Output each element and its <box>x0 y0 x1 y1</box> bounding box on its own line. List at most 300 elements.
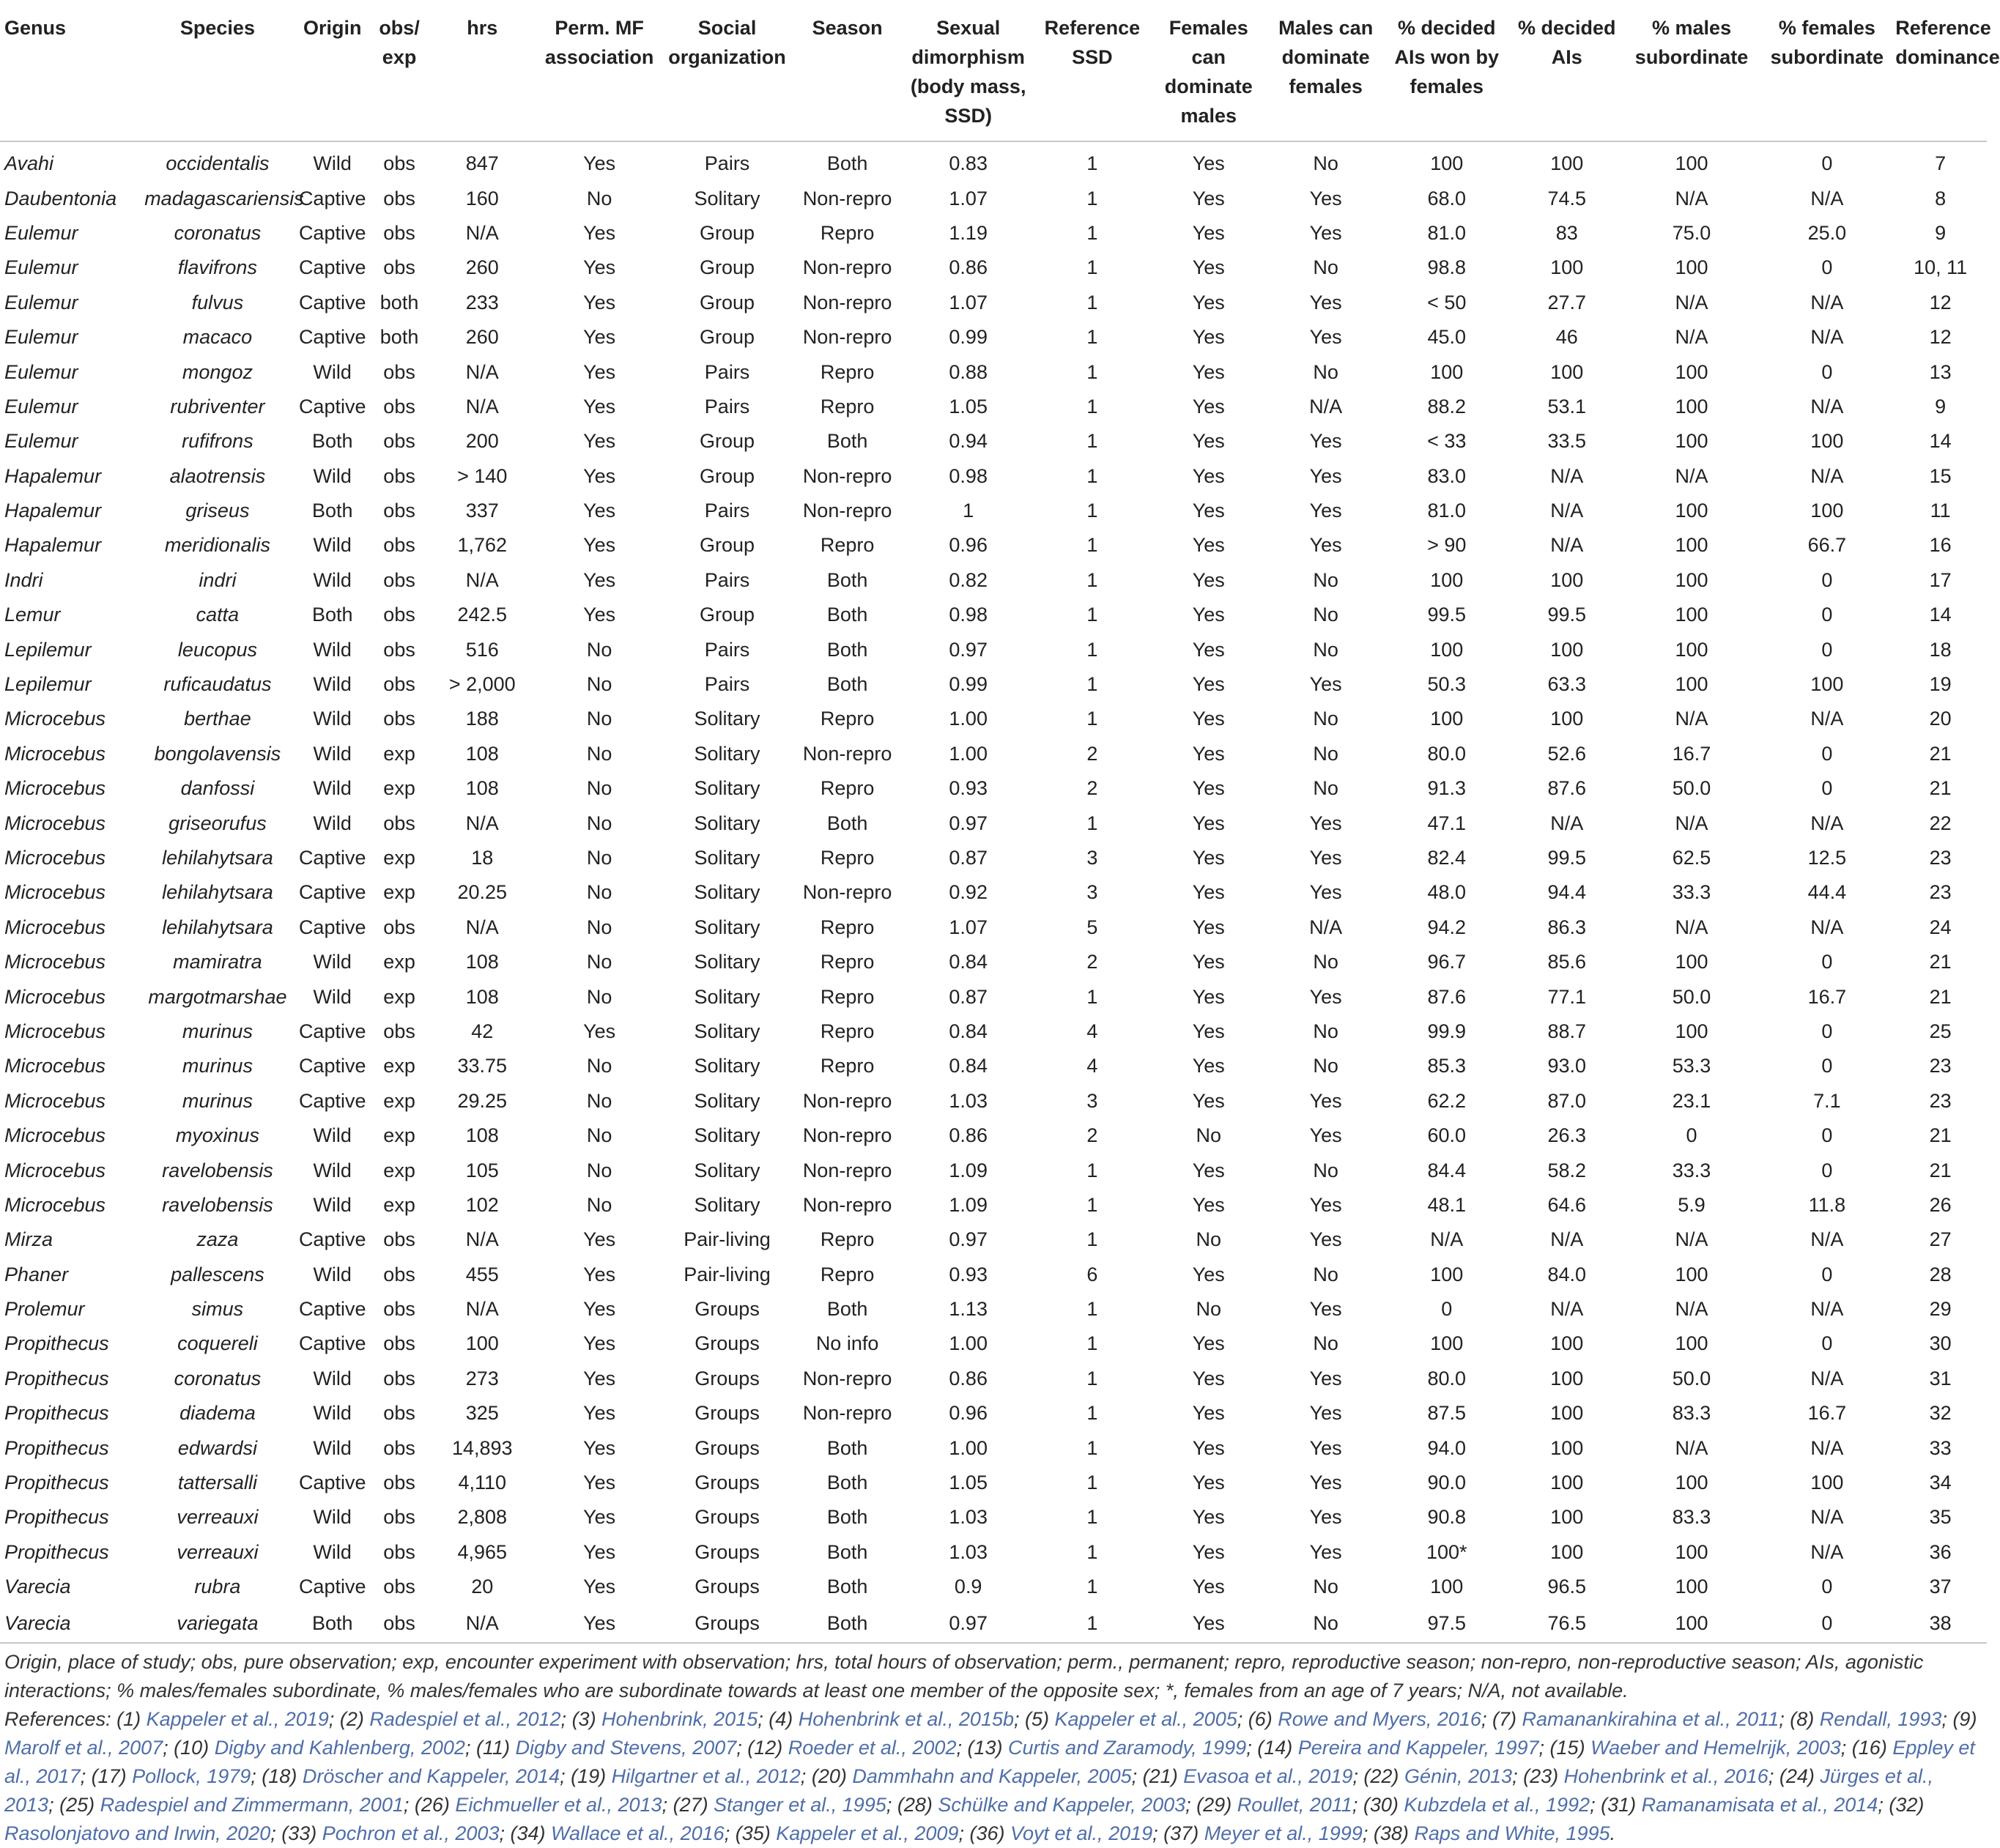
table-cell: Yes <box>1309 1228 1342 1251</box>
table-row <box>0 1396 1987 1430</box>
table-cell: 90.0 <box>1427 1472 1467 1494</box>
table-cell: 1.00 <box>949 708 988 730</box>
table-cell: No <box>586 673 612 696</box>
reference-link[interactable]: Stanger et al., 1995 <box>714 1794 886 1816</box>
reference-link[interactable]: Roeder et al., 2002 <box>788 1737 957 1759</box>
table-cell: N/A <box>1675 291 1708 313</box>
table-cell: 11 <box>1930 500 1951 522</box>
table-cell: Yes <box>1192 604 1225 626</box>
table-cell: 33.3 <box>1672 881 1711 904</box>
table-cell: 33.75 <box>457 1055 508 1077</box>
table-cell: 2 <box>1086 951 1098 973</box>
table-cell: Groups <box>695 1402 760 1425</box>
table-cell: 97.5 <box>1383 1604 1511 1643</box>
table-cell: N/A <box>1810 708 1844 730</box>
table-cell: No <box>1313 1055 1338 1077</box>
table-cell: 21 <box>1929 1159 1952 1181</box>
table-cell: obs <box>383 1506 415 1529</box>
table-cell: exp <box>383 881 415 904</box>
table-cell: Yes <box>583 221 616 244</box>
table-cell: 100 <box>1675 1540 1708 1563</box>
table-cell: No <box>1269 1604 1383 1643</box>
reference-link[interactable]: Kappeler et al., 2009 <box>776 1822 959 1844</box>
table-cell: macaco <box>182 326 253 349</box>
reference-link[interactable]: Radespiel and Zimmermann, 2001 <box>100 1794 404 1816</box>
reference-number: (32) <box>1889 1794 1925 1816</box>
table-cell: rubriventer <box>170 395 265 418</box>
table-cell: 94.0 <box>1427 1436 1467 1459</box>
table-cell: 1.07 <box>949 291 988 313</box>
reference-number: (18) <box>262 1765 297 1787</box>
reference-number: (25) <box>59 1794 95 1816</box>
table-cell: 88.2 <box>1427 395 1467 418</box>
table-cell: N/A <box>1675 464 1708 487</box>
reference-link[interactable]: Kappeler et al., 2005 <box>1054 1708 1237 1730</box>
table-cell: Eulemur <box>4 221 78 244</box>
table-cell: Non-repro <box>802 326 892 349</box>
table-cell: 1.13 <box>949 1298 988 1321</box>
table-cell: 50.0 <box>1672 777 1711 800</box>
table-cell: Solitary <box>694 985 760 1008</box>
table-cell: Wild <box>313 1506 352 1529</box>
table-cell: 325 <box>465 1402 499 1425</box>
table-cell: 14 <box>1929 604 1952 626</box>
table-cell: 66.7 <box>1807 534 1847 557</box>
table-cell: 1 <box>1086 1298 1098 1321</box>
table-cell: 7 <box>1935 152 1947 175</box>
table-cell: N/A <box>1810 1298 1844 1321</box>
table-cell: zaza <box>196 1228 239 1251</box>
table-cell: 1 <box>963 500 974 522</box>
table-cell: Yes <box>1192 430 1225 453</box>
table-cell: 0.99 <box>949 326 988 349</box>
table-cell: 11.8 <box>1808 1193 1846 1216</box>
table-row <box>0 1466 1987 1500</box>
table-cell: 0.93 <box>949 1263 988 1285</box>
table-cell: Group <box>700 430 755 453</box>
table-cell: madagascariensis <box>144 187 304 209</box>
table-cell: 1 <box>1086 1193 1098 1216</box>
table-cell: Yes <box>1192 951 1225 973</box>
table-cell: 16.7 <box>1807 1402 1847 1425</box>
table-cell: 21 <box>1929 985 1952 1008</box>
table-cell: 516 <box>465 638 499 661</box>
table-cell: obs <box>383 1402 415 1425</box>
reference-link[interactable]: Ramanamisata et al., 2014 <box>1641 1794 1878 1816</box>
reference-number: (8) <box>1790 1708 1815 1730</box>
table-cell: variegata <box>143 1604 292 1643</box>
table-cell: 1 <box>1036 1604 1149 1643</box>
table-cell: Yes <box>1192 777 1225 800</box>
table-cell: 1 <box>1086 1332 1098 1355</box>
table-cell: Hapalemur <box>4 464 102 487</box>
table-cell: 85.6 <box>1547 951 1587 973</box>
reference-number: (35) <box>735 1822 771 1844</box>
reference-link[interactable]: Roullet, 2011 <box>1237 1794 1352 1816</box>
table-cell: No <box>1313 742 1338 765</box>
table-cell: No <box>586 1193 612 1216</box>
table-row <box>0 494 1987 528</box>
table-cell: 102 <box>465 1193 499 1216</box>
reference-number: (1) <box>116 1708 141 1730</box>
table-cell: 100 <box>1810 430 1844 453</box>
table-cell: 1.09 <box>949 1193 988 1216</box>
table-cell: Yes <box>1309 221 1342 244</box>
table-cell: Eulemur <box>4 430 78 453</box>
table-row <box>0 355 1987 389</box>
table-cell: Yes <box>1192 985 1225 1008</box>
table-cell: No <box>1196 1124 1222 1147</box>
table-cell: Non-repro <box>802 464 892 487</box>
table-cell: 100 <box>1810 500 1844 522</box>
table-cell: 1 <box>1086 812 1098 834</box>
table-cell: No <box>1313 1020 1338 1042</box>
reference-number: (12) <box>747 1737 783 1759</box>
table-cell: Eulemur <box>4 326 78 349</box>
table-cell: Captive <box>298 916 366 938</box>
table-cell: obs <box>373 1604 426 1643</box>
table-cell: 81.0 <box>1427 221 1467 244</box>
table-cell: 86.3 <box>1547 916 1587 938</box>
table-cell: Group <box>700 534 755 557</box>
table-row <box>0 286 1987 320</box>
table-cell: 100 <box>1430 638 1464 661</box>
table-cell: Solitary <box>694 1055 760 1077</box>
reference-number: (5) <box>1025 1708 1050 1730</box>
table-row <box>0 702 1987 736</box>
table-row <box>0 1222 1987 1257</box>
table-cell: 260 <box>465 256 499 279</box>
table-cell: 100 <box>1550 1540 1584 1563</box>
table-cell: 100 <box>1550 1367 1584 1389</box>
table-cell: 1 <box>1086 534 1098 557</box>
table-cell: N/A <box>465 360 499 383</box>
table-cell: Daubentonia <box>4 187 117 209</box>
table-cell: 2,808 <box>457 1506 508 1529</box>
table-cell: Yes <box>583 291 616 313</box>
table-cell: Wild <box>313 777 352 800</box>
reference-link[interactable]: Meyer et al., 1999 <box>1204 1822 1363 1844</box>
table-cell: Both <box>826 1540 868 1563</box>
reference-link[interactable]: Hohenbrink, 2015 <box>601 1708 758 1730</box>
table-cell: 90.8 <box>1427 1506 1467 1529</box>
table-cell: N/A <box>1550 812 1584 834</box>
table-row <box>0 1153 1987 1187</box>
reference-link[interactable]: Rowe and Myers, 2016 <box>1278 1708 1481 1730</box>
reference-number: (30) <box>1363 1794 1399 1816</box>
table-cell: Group <box>700 326 755 349</box>
table-cell: N/A <box>1675 708 1708 730</box>
table-cell: 1 <box>1086 708 1098 730</box>
table-row <box>0 528 1987 563</box>
reference-link[interactable]: Marolf et al., 2007 <box>4 1737 163 1759</box>
table-row <box>0 1535 1987 1570</box>
table-cell: diadema <box>179 1402 256 1425</box>
table-cell: 7.1 <box>1813 1089 1841 1112</box>
table-cell: 0.82 <box>949 568 988 591</box>
table-cell: 100 <box>1675 1576 1708 1598</box>
table-cell: 83.3 <box>1672 1402 1711 1425</box>
table-cell: 14,893 <box>451 1436 513 1459</box>
table-cell: Yes <box>583 430 616 453</box>
table-cell: obs <box>383 673 415 696</box>
table-cell: Yes <box>1192 187 1225 209</box>
table-cell: obs <box>383 360 415 383</box>
table-cell: Groups <box>695 1298 760 1321</box>
table-cell: Yes <box>583 1298 616 1321</box>
table-cell: Microcebus <box>4 812 106 834</box>
table-cell: 1 <box>1086 638 1098 661</box>
table-cell: exp <box>383 1159 415 1181</box>
table-cell: 21 <box>1929 1124 1952 1147</box>
table-cell: Yes <box>583 1332 616 1355</box>
table-cell: Yes <box>1309 534 1342 557</box>
reference-link[interactable]: Digby and Kahlenberg, 2002 <box>214 1737 465 1759</box>
reference-link[interactable]: Pochron et al., 2003 <box>322 1822 500 1844</box>
table-cell: Non-repro <box>802 1367 892 1389</box>
table-cell: 0 <box>1821 1263 1833 1285</box>
table-cell: Captive <box>298 847 366 869</box>
table-cell: Microcebus <box>4 708 106 730</box>
reference-number: (34) <box>510 1822 546 1844</box>
table-row <box>0 1326 1987 1361</box>
table-row <box>0 1049 1987 1083</box>
table-cell: Repro <box>820 985 875 1008</box>
table-row <box>0 667 1987 702</box>
table-cell: 3 <box>1086 881 1098 904</box>
reference-link[interactable]: Raps and White, 1995 <box>1414 1822 1610 1844</box>
table-row <box>0 320 1987 355</box>
table-cell: N/A <box>465 1298 499 1321</box>
table-row <box>0 251 1987 285</box>
table-row <box>0 424 1987 459</box>
table-row <box>0 141 1987 181</box>
table-cell: No <box>586 187 612 209</box>
table-cell: > 90 <box>1427 534 1467 557</box>
col-header-pct-decided: % decided AIs <box>1511 4 1623 141</box>
table-cell: Yes <box>583 1367 616 1389</box>
reference-link[interactable]: Ramanankirahina et al., 2011 <box>1522 1708 1779 1730</box>
reference-link[interactable]: Kubzdela et al., 1992 <box>1404 1794 1590 1816</box>
table-cell: No <box>586 881 612 904</box>
table-cell: 100 <box>1550 568 1584 591</box>
table-cell: Group <box>700 256 755 279</box>
table-cell: Yes <box>1192 1263 1225 1285</box>
table-cell: 1 <box>1086 326 1098 349</box>
table-cell: 23 <box>1929 1055 1952 1077</box>
table-cell: 33 <box>1929 1436 1952 1459</box>
table-cell: myoxinus <box>175 1124 259 1147</box>
table-cell: Yes <box>1309 464 1342 487</box>
table-cell: obs <box>383 1020 415 1042</box>
table-cell: 6 <box>1086 1263 1098 1285</box>
table-cell: Yes <box>583 1576 616 1598</box>
reference-link[interactable]: Wallace et al., 2016 <box>551 1822 725 1844</box>
table-cell: 46 <box>1555 326 1578 349</box>
table-cell: Yes <box>583 1228 616 1251</box>
reference-number: (16) <box>1851 1737 1887 1759</box>
table-cell: 100 <box>1430 708 1464 730</box>
table-cell: 1.05 <box>949 1472 988 1494</box>
table-cell: 99.5 <box>1547 847 1587 869</box>
table-cell: No <box>586 1159 612 1181</box>
col-header-origin: Origin <box>292 4 373 141</box>
reference-link[interactable]: Pereira and Kappeler, 1997 <box>1297 1737 1539 1759</box>
table-cell: No <box>1313 604 1338 626</box>
table-cell: murinus <box>182 1055 253 1077</box>
reference-link[interactable]: Waeber and Hemelrijk, 2003 <box>1590 1737 1841 1759</box>
table-cell: edwardsi <box>177 1436 257 1459</box>
table-cell: Yes <box>1192 1506 1225 1529</box>
table-cell: No <box>1313 1263 1338 1285</box>
table-cell: Repro <box>820 708 875 730</box>
table-cell: Yes <box>583 534 616 557</box>
table-cell: 0.84 <box>949 1020 988 1042</box>
reference-number: (17) <box>91 1765 127 1787</box>
reference-link[interactable]: Digby and Stevens, 2007 <box>515 1737 737 1759</box>
table-cell: 50.0 <box>1672 1367 1711 1389</box>
table-cell: 1 <box>1086 1367 1098 1389</box>
table-cell: 29.25 <box>457 1089 508 1112</box>
reference-link[interactable]: Schülke and Kappeler, 2003 <box>938 1794 1186 1816</box>
table-cell: murinus <box>182 1089 253 1112</box>
reference-link[interactable]: Dammhahn and Kappeler, 2005 <box>852 1765 1132 1787</box>
table-cell: 0.9 <box>954 1576 982 1598</box>
table-cell: Solitary <box>694 881 760 904</box>
table-cell: N/A <box>1810 1228 1844 1251</box>
table-cell: Wild <box>313 1367 352 1389</box>
reference-link[interactable]: Hohenbrink et al., 2015b <box>798 1708 1014 1730</box>
table-cell: 108 <box>465 985 499 1008</box>
reference-link[interactable]: Hilgartner et al., 2012 <box>611 1765 801 1787</box>
table-cell: exp <box>383 985 415 1008</box>
table-cell: 38 <box>1894 1604 1987 1643</box>
table-cell: 100 <box>1675 951 1708 973</box>
reference-link[interactable]: Eppley et al., 2017 <box>4 1737 1975 1787</box>
table-cell: 4,110 <box>458 1472 507 1494</box>
reference-link[interactable]: Génin, 2013 <box>1404 1765 1513 1787</box>
reference-link[interactable]: Curtis and Zaramody, 1999 <box>1008 1737 1247 1759</box>
table-cell: 0 <box>1821 777 1833 800</box>
table-cell: Pairs <box>704 638 750 661</box>
table-cell: obs <box>383 187 415 209</box>
table-cell: Solitary <box>694 847 760 869</box>
table-cell: Solitary <box>694 1159 760 1181</box>
table-cell: Non-repro <box>802 742 892 765</box>
table-cell: lehilahytsara <box>162 916 273 938</box>
table-cell: N/A <box>1675 1228 1708 1251</box>
table-cell: Wild <box>313 951 352 973</box>
table-cell: Wild <box>313 638 352 661</box>
table-cell: 100 <box>1430 360 1464 383</box>
table-cell: Yes <box>1309 881 1342 904</box>
table-cell: 16.7 <box>1807 985 1847 1008</box>
table-cell: 100 <box>1550 1472 1584 1494</box>
table-cell: Wild <box>313 1436 352 1459</box>
table-cell: Both <box>826 1436 868 1459</box>
table-cell: Yes <box>583 604 616 626</box>
table-cell: Propithecus <box>4 1436 109 1459</box>
table-cell: 1 <box>1086 1506 1098 1529</box>
table-cell: Captive <box>298 1332 366 1355</box>
table-cell: No <box>1313 1576 1338 1598</box>
table-cell: Microcebus <box>4 916 106 938</box>
table-cell: 1.00 <box>949 1436 988 1459</box>
table-cell: catta <box>196 604 240 626</box>
reference-link[interactable]: Kappeler et al., 2019 <box>146 1708 329 1730</box>
table-cell: Pairs <box>704 395 750 418</box>
reference-number: (15) <box>1549 1737 1585 1759</box>
reference-link[interactable]: Dröscher and Kappeler, 2014 <box>302 1765 560 1787</box>
table-cell: 64.6 <box>1547 1193 1587 1216</box>
table-cell: Wild <box>313 464 352 487</box>
table-cell: Yes <box>1192 1540 1225 1563</box>
table-cell: Yes <box>1192 568 1225 591</box>
table-cell: 0 <box>1821 951 1833 973</box>
table-cell: Yes <box>538 1604 660 1643</box>
reference-link[interactable]: Voyt et al., 2019 <box>1010 1822 1153 1844</box>
table-cell: Both <box>826 812 868 834</box>
table-cell: 20 <box>1929 708 1952 730</box>
table-cell: Groups <box>695 1436 760 1459</box>
table-cell: 100 <box>1675 1472 1708 1494</box>
reference-link[interactable]: Rasolonjatovo and Irwin, 2020 <box>4 1822 271 1844</box>
table-cell: Captive <box>298 1472 366 1494</box>
table-cell: Repro <box>820 395 875 418</box>
table-cell: Eulemur <box>4 256 78 279</box>
table-cell: 9 <box>1935 395 1947 418</box>
table-cell: 84.4 <box>1427 1159 1467 1181</box>
table-cell: Yes <box>583 1436 616 1459</box>
reference-link[interactable]: Evasoa et al., 2019 <box>1183 1765 1353 1787</box>
table-cell: Yes <box>1192 1159 1225 1181</box>
table-cell: 100 <box>1810 1472 1844 1494</box>
table-cell: Solitary <box>694 1020 760 1042</box>
table-cell: Wild <box>313 1193 352 1216</box>
table-cell: > 140 <box>457 464 508 487</box>
table-cell: 100 <box>1675 360 1708 383</box>
table-cell: Yes <box>1192 1402 1225 1425</box>
table-cell: 0.98 <box>949 464 988 487</box>
reference-number: (20) <box>811 1765 847 1787</box>
table-cell: N/A <box>1550 534 1584 557</box>
table-cell: alaotrensis <box>169 464 266 487</box>
table-cell: 9 <box>1935 221 1947 244</box>
table-cell: No <box>586 777 612 800</box>
table-cell: 100 <box>1810 673 1844 696</box>
table-cell: 108 <box>465 742 499 765</box>
table-cell: 12.5 <box>1807 847 1847 869</box>
table-cell: Pairs <box>704 568 750 591</box>
table-cell: N/A <box>1675 916 1708 938</box>
table-cell: Group <box>700 604 755 626</box>
table-cell: Wild <box>313 742 352 765</box>
table-cell: Captive <box>298 1089 366 1112</box>
reference-link[interactable]: Radespiel et al., 2012 <box>369 1708 561 1730</box>
reference-link[interactable]: Pollock, 1979 <box>132 1765 251 1787</box>
reference-link[interactable]: Hohenbrink et al., 2016 <box>1563 1765 1768 1787</box>
reference-link[interactable]: Rendall, 1993 <box>1819 1708 1942 1730</box>
table-cell: 33.3 <box>1672 1159 1711 1181</box>
reference-link[interactable]: Jürges et al., 2013 <box>4 1765 1933 1816</box>
reference-link[interactable]: Eichmueller et al., 2013 <box>455 1794 662 1816</box>
table-cell: 0 <box>1821 604 1833 626</box>
table-cell: 108 <box>465 951 499 973</box>
table-cell: N/A <box>465 916 499 938</box>
table-cell: > 2,000 <box>448 673 516 696</box>
table-cell: pallescens <box>171 1263 264 1285</box>
table-cell: Yes <box>583 326 616 349</box>
